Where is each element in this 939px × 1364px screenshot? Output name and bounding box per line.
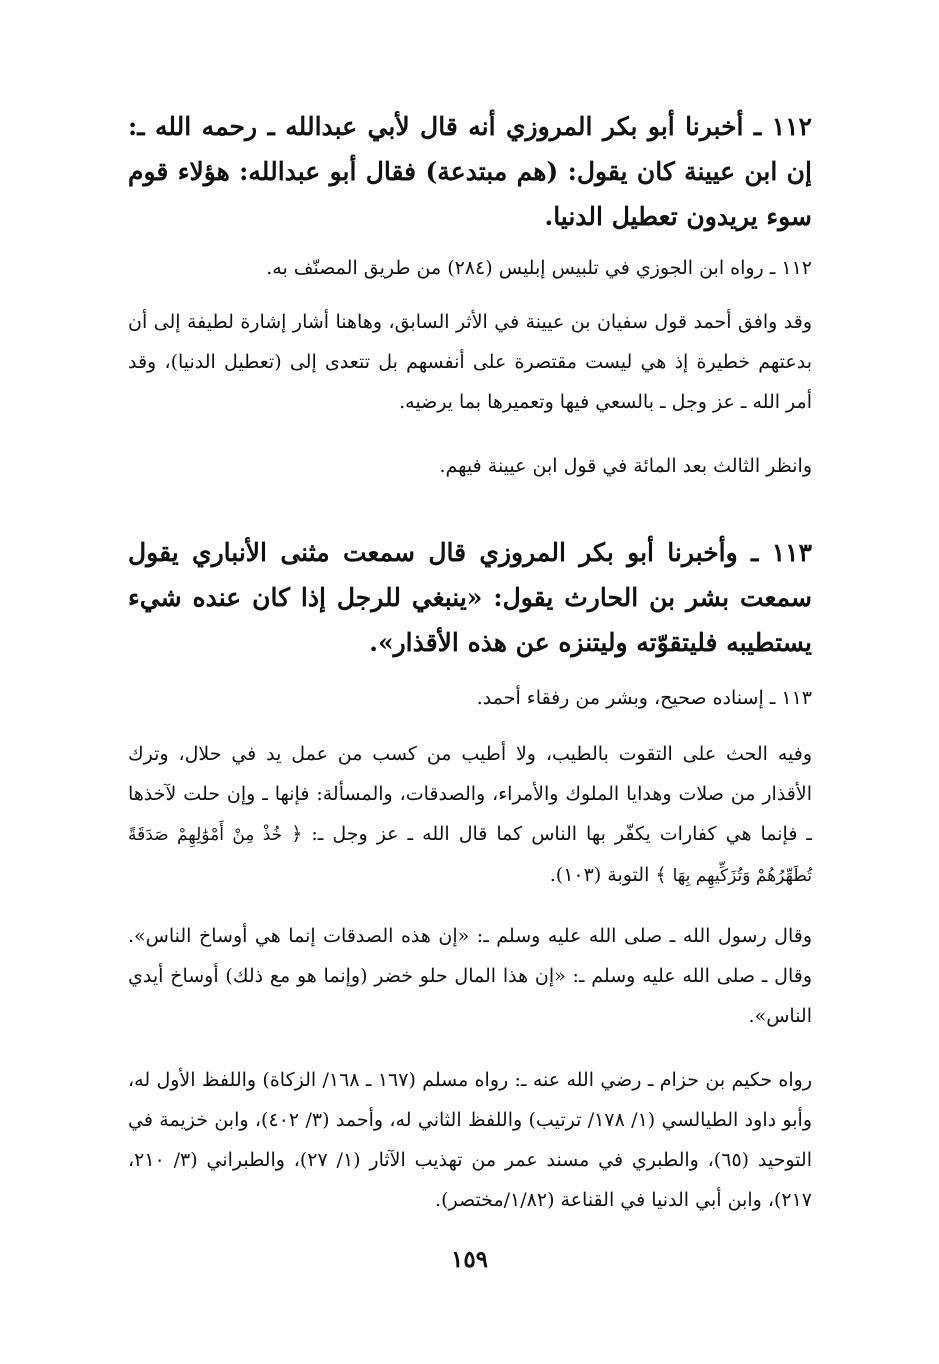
hadith-113-text: ١١٣ ـ وأخبرنا أبو بكر المروزي قال سمعت مثنى الأنباري يقول سمعت بشر بن الحارث يقول: «ينبغي للرجل إذا كان عنده شيء يستطيبه فليتقوّته وليتنزه عن هذه الأقذار». [128,538,812,657]
commentary-113-source: ١١٣ ـ إسناده صحيح، وبشر من رفقاء أحمد. [476,687,812,709]
commentary-112-see-also: وانظر الثالث بعد المائة في قول ابن عيينة فيهم. [439,455,812,477]
commentary-113-note [128,734,812,896]
commentary-113-hadith: وقال رسول الله ـ صلى الله عليه وسلم ـ: «إن هذه الصدقات إنما هي أوساخ الناس». وقال ـ صلى الله عليه وسلم ـ: «إن هذا المال حلو خضر (وإنما هو مع ذلك) أوساخ أيدي الناس». [128,925,812,1027]
commentary-112-note: وقد وافق أحمد قول سفيان بن عيينة في الأثر السابق، وهاهنا أشار إشارة لطيفة إلى أن بدعتهم خطيرة إذ هي ليست مقتصرة على أنفسهم بل تتعدى إلى (تعطيل الدنيا)، وقد أمر الله ـ عز وجل ـ بالسعي فيها وتعميرها بما يرضيه. [128,311,812,413]
page-number: ١٥٩ [450,1246,489,1273]
hadith-112: ١١٢ ـ أخبرنا أبو بكر المروزي أنه قال لأبي عبدالله ـ رحمه الله ـ: إن ابن عيينة كان يقول: (هم مبتدعة) فقال أبو عبدالله: هؤلاء قوم سوء يريدون تعطيل الدنيا. [128,112,812,231]
hadith-113 [128,530,812,665]
commentary-112-source: ١١٢ ـ رواه ابن الجوزي في تلبيس إبليس (٢٨٤) من طريق المصنّف به. [266,257,812,279]
commentary-113-takhrij: رواه حكيم بن حزام ـ رضي الله عنه ـ: رواه مسلم (١٦٧ ـ ١٦٨/ الزكاة) واللفظ الأول له، وأبو داود الطيالسي (١/ ١٧٨/ ترتيب) واللفظ الثاني له، وأحمد (٣/ ٤٠٢)، وابن خزيمة في التوحيد (٦٥)، والطبري في مسند عمر من تهذيب الآثار (١/ ٢٧)، والطبراني (٣/ ٢١٠، ٢١٧)، وابن أبي الدنيا في القناعة (١/٨٢/مختصر). [128,1069,812,1211]
quran-verse: خُذْ مِنْ أَمْوَٰلِهِمْ صَدَقَةً تُطَهِّرُهُمْ وَتُزَكِّيهِم بِهَا [128,825,812,886]
commentary-113-note-reference: ﴾ التوبة (١٠٣). [549,864,667,886]
commentary-113-note-text: وفيه الحث على التقوت بالطيب، ولا أطيب من كسب من عمل يد في حلال، وترك الأقذار من صلات وهدايا الملوك والأمراء، والصدقات، والمسألة: فإنها ـ وإن حلت لآخذها ـ فإنما هي كفارات يكفّر بها الناس كما قال الله ـ عز وجل ـ: ﴿ [128,743,813,845]
